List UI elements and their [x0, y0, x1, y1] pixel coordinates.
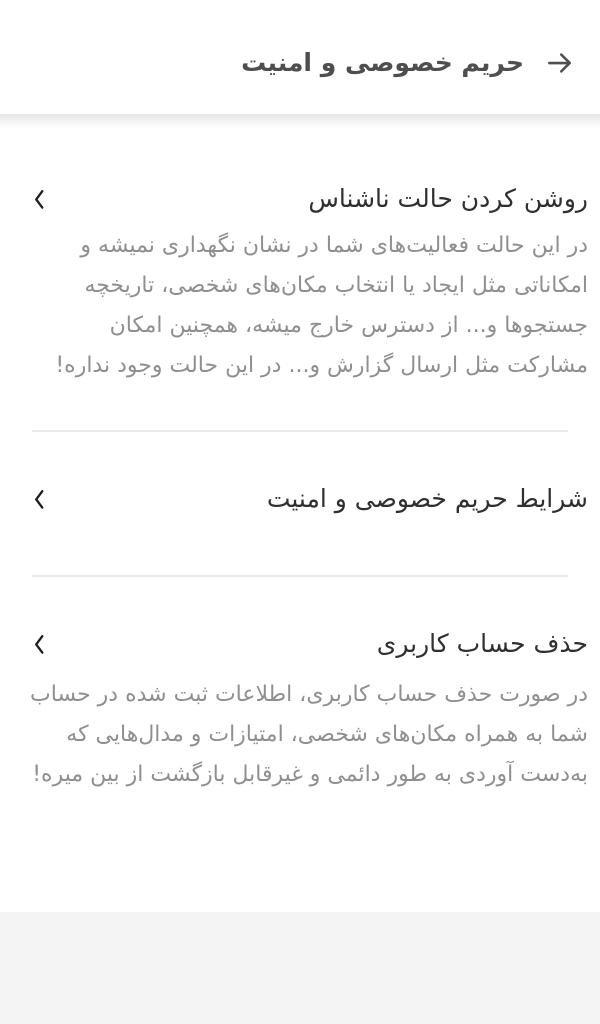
list-item-terms [0, 480, 600, 518]
list-item-delete-account [0, 625, 600, 795]
settings-list [0, 180, 600, 795]
back-button[interactable] [542, 45, 578, 81]
incognito-row[interactable] [28, 180, 588, 218]
item-title: روشن کردن حالت ناشناس [308, 184, 588, 213]
app-bar [0, 0, 600, 114]
item-title: حذف حساب کاربری [376, 629, 588, 658]
chevron-left-icon [32, 188, 46, 211]
app-bar-shadow [0, 114, 600, 128]
list-item-incognito [0, 180, 600, 386]
chevron-left-icon [32, 633, 46, 656]
bottom-background [0, 912, 600, 1024]
page-title: حریم خصوصی و امنیت [241, 47, 524, 77]
terms-row[interactable] [28, 480, 588, 518]
delete-account-row[interactable] [28, 625, 588, 663]
arrow-right-icon [545, 48, 575, 78]
item-description: در صورت حذف حساب کاربری، اطلاعات ثبت شده در حساب شما به همراه مکان‌های شخصی، امتیازات و مدال‌هایی که به‌دست آوردی به طور دائمی و غیرقابل بازگشت از بین میره! [30, 682, 588, 787]
divider [32, 430, 568, 432]
item-title: شرایط حریم خصوصی و امنیت [266, 484, 588, 513]
item-description: در این حالت فعالیت‌های شما در نشان نگهداری نمیشه و امکاناتی مثل ایجاد یا انتخاب مکان‌های شخصی، تاریخچه جستجوها و... از دسترس خارج میشه، همچنین امکان مشارکت مثل ارسال گزارش و... در این حالت وجود نداره! [55, 233, 588, 378]
chevron-left-icon [32, 488, 46, 511]
divider [32, 575, 568, 577]
